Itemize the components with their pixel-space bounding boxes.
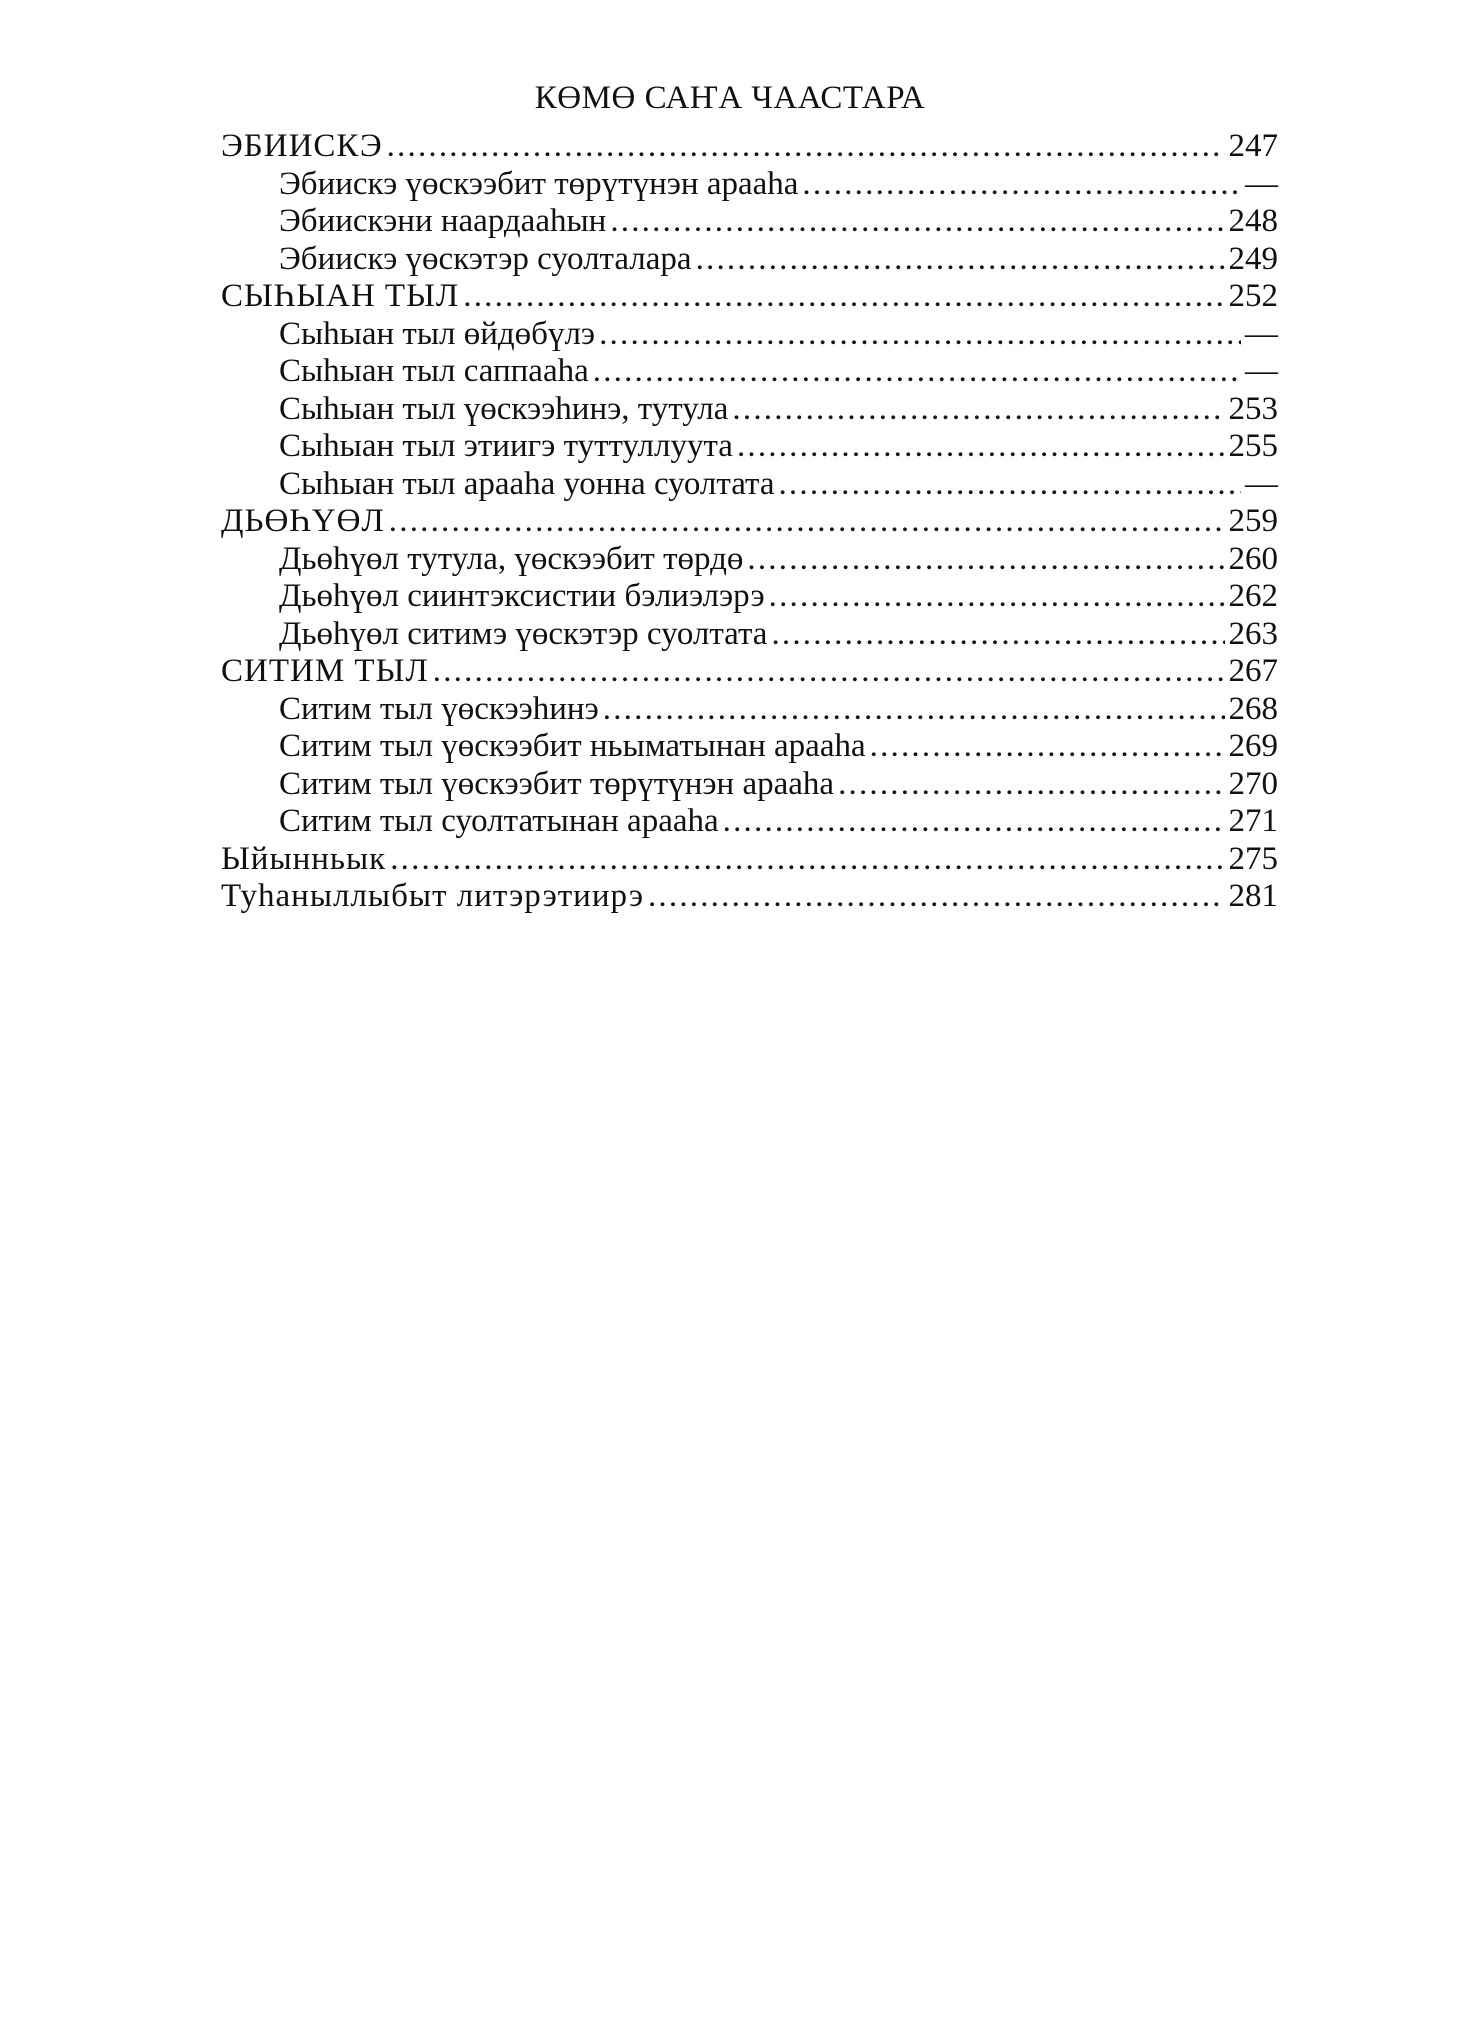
toc-leader-dots [593,353,1241,391]
toc-leader-dots [771,616,1224,654]
toc-leader-dots [463,278,1224,316]
toc-leader-dots [838,766,1224,804]
toc-page-number: 270 [1228,765,1278,802]
toc-page-number: 260 [1228,540,1278,577]
toc-page-number: — [1245,165,1278,202]
toc-leader-dots [389,503,1225,541]
toc-subsection-entry [221,766,1278,804]
toc-entry-title: Сыһыан тыл араaһа уонна суолтата [279,465,775,502]
toc-subsection-entry [221,616,1278,654]
toc-section-entry [221,128,1278,166]
toc-entry-title: Ситим тыл суолтатынан араaһа [279,803,719,839]
toc-leader-dots [610,203,1224,241]
toc-page-number: 255 [1228,428,1278,464]
toc-page-number: 262 [1228,578,1278,614]
toc-leader-dots [599,316,1241,354]
toc-leader-dots [390,841,1224,879]
toc-entry-title: Дьөһүөл тутула, үөскээбит төрдө [279,540,744,577]
toc-entry-title: Эбиискэни наардааһын [279,203,607,239]
toc-page-number: 253 [1228,390,1278,427]
toc-section-entry [221,841,1278,879]
toc-subsection-entry [221,466,1278,504]
toc-entry-title: Ситим тыл үөскээһинэ [279,690,599,727]
toc-page-number: 281 [1228,878,1278,914]
toc-leader-dots [696,241,1225,279]
toc-leader-dots [737,428,1225,466]
toc-entry-title: Эбиискэ үөскээбит төрүтүнэн араaһа [279,165,799,202]
toc-entry-title: Туһаныллыбыт литэрэтиирэ [221,878,644,914]
toc-leader-dots [769,578,1225,616]
toc-subsection-entry [221,203,1278,241]
toc-leader-dots [802,166,1241,204]
toc-page-number: 269 [1228,728,1278,764]
toc-page-number: — [1245,465,1278,502]
toc-leader-dots [778,466,1241,504]
table-of-contents [221,128,1278,916]
toc-section-entry [221,653,1278,691]
toc-subsection-entry [221,541,1278,579]
page-title: КӨМӨ САҤА ЧААСТАРА [534,80,926,116]
toc-entry-title: Дьөһүөл ситимэ үөскэтэр суолтата [279,615,768,652]
toc-entry-title: Эбиискэ үөскэтэр суолталара [279,240,692,277]
toc-subsection-entry [221,353,1278,391]
toc-entry-title: Ситим тыл үөскээбит ньыматынан араaһа [279,728,866,764]
toc-page-number: — [1245,353,1278,389]
toc-page-number: — [1245,315,1278,352]
toc-entry-title: Ыйынньык [221,840,387,877]
toc-page-number: 248 [1228,203,1278,239]
toc-entry-title: Сыһыан тыл үөскээһинэ, тутула [279,390,729,427]
toc-subsection-entry [221,428,1278,466]
toc-entry-title: СЫҺЫАН ТЫЛ [221,278,460,314]
toc-section-entry [221,878,1278,916]
toc-leader-dots [433,653,1225,691]
toc-subsection-entry [221,803,1278,841]
toc-page-number: 267 [1228,653,1278,689]
toc-page-number: 263 [1228,615,1278,652]
toc-entry-title: Сыһыан тыл өйдөбүлэ [279,315,596,352]
toc-section-entry [221,503,1278,541]
toc-page-number: 275 [1228,840,1278,877]
toc-page-number: 252 [1228,278,1278,314]
toc-leader-dots [603,691,1225,729]
toc-entry-title: Сыһыан тыл саппааһа [279,353,589,389]
toc-page-number: 271 [1228,803,1278,839]
toc-leader-dots [387,128,1225,166]
toc-subsection-entry [221,691,1278,729]
toc-leader-dots [747,541,1224,579]
toc-page-number: 268 [1228,690,1278,727]
toc-entry-title: Сыһыан тыл этиигэ туттуллуута [279,428,733,464]
toc-entry-title: Ситим тыл үөскээбит төрүтүнэн араaһа [279,765,835,802]
toc-section-entry [221,278,1278,316]
toc-page-number: 247 [1228,128,1278,164]
toc-subsection-entry [221,316,1278,354]
toc-leader-dots [732,391,1224,429]
toc-leader-dots [723,803,1225,841]
toc-entry-title: Дьөһүөл сиинтэксистии бэлиэлэрэ [279,578,765,614]
toc-page-number: 259 [1228,503,1278,539]
toc-entry-title: ДЬӨҺҮӨЛ [221,503,385,539]
toc-leader-dots [870,728,1225,766]
toc-subsection-entry [221,578,1278,616]
toc-subsection-entry [221,391,1278,429]
toc-entry-title: СИТИМ ТЫЛ [221,653,429,689]
toc-leader-dots [648,878,1225,916]
toc-entry-title: ЭБИИСКЭ [221,128,383,164]
toc-subsection-entry [221,241,1278,279]
toc-subsection-entry [221,728,1278,766]
toc-subsection-entry [221,166,1278,204]
toc-page-number: 249 [1228,240,1278,277]
